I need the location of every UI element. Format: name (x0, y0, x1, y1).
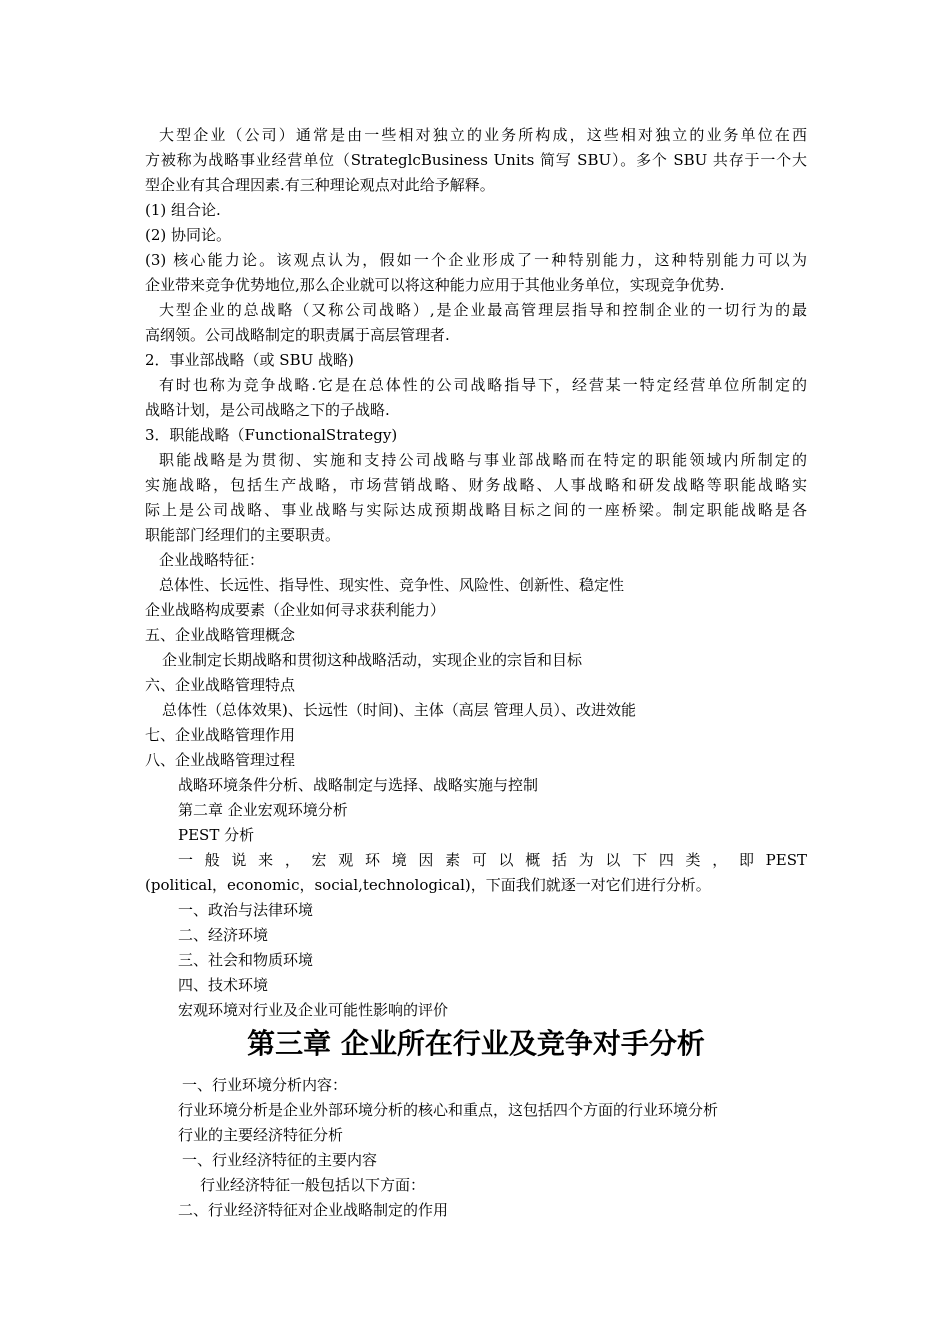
paragraph-line: 行业经济特征一般包括以下方面： (200, 1176, 426, 1194)
section-heading: 七、企业战略管理作用 (145, 726, 296, 744)
list-item: 三、社会和物质环境 (178, 951, 314, 969)
paragraph-line: 行业环境分析是企业外部环境分析的核心和重点，这包括四个方面的行业环境分析 (178, 1101, 719, 1119)
paragraph-line: 企业战略特征： (159, 551, 265, 569)
paragraph-line: 宏观环境对行业及企业可能性影响的评价 (178, 1001, 449, 1019)
paragraph-line: 大型企业的总战略（又称公司战略）,是企业最高管理层指导和控制企业的一切行为的最 (159, 301, 807, 319)
section-heading: 一、行业经济特征的主要内容 (182, 1151, 378, 1169)
section-heading: 2．事业部战略（或 SBU 战略) (145, 351, 354, 369)
list-item: 四、技术环境 (178, 976, 269, 994)
paragraph-line: PEST 分析 (178, 826, 255, 844)
section-heading: 二、行业经济特征对企业战略制定的作用 (178, 1201, 449, 1219)
paragraph-line: 战略环境条件分析、战略制定与选择、战略实施与控制 (178, 776, 539, 794)
list-item: (3) 核心能力论。该观点认为，假如一个企业形成了一种特别能力，这种特别能力可以为 (145, 251, 807, 269)
paragraph-line: 有时也称为竞争战略.它是在总体性的公司战略指导下，经营某一特定经营单位所制定的 (159, 376, 807, 394)
section-heading: 六、企业战略管理特点 (145, 676, 296, 694)
chapter-title: 第三章 企业所在行业及竞争对手分析 (247, 1027, 705, 1060)
paragraph-line: 企业战略构成要素（企业如何寻求获利能力） (145, 601, 446, 619)
section-heading: 八、企业战略管理过程 (145, 751, 296, 769)
list-item: (2) 协同论。 (145, 226, 232, 244)
chapter-line: 第二章 企业宏观环境分析 (178, 801, 348, 819)
paragraph-line: 型企业有其合理因素.有三种理论观点对此给予解释。 (145, 176, 495, 194)
paragraph-line: 高纲领。公司战略制定的职责属于高层管理者. (145, 326, 450, 344)
paragraph-line: 战略计划，是公司战略之下的子战略. (145, 401, 390, 419)
paragraph-line: 企业带来竞争优势地位,那么企业就可以将这种能力应用于其他业务单位，实现竞争优势. (145, 276, 725, 294)
list-item: 一、政治与法律环境 (178, 901, 314, 919)
section-heading: 一、行业环境分析内容： (182, 1076, 348, 1094)
paragraph-line: 总体性、长远性、指导性、现实性、竞争性、风险性、创新性、稳定性 (159, 576, 625, 594)
paragraph-line: 总体性（总体效果)、长远性（时间)、主体（高层 管理人员）、改进效能 (162, 701, 636, 719)
paragraph-line: 方被称为战略事业经营单位（StrateglcBusiness Units 简写 SBU）。多个 SBU 共存于一个大 (145, 151, 807, 169)
paragraph-line: 企业制定长期战略和贯彻这种战略活动，实现企业的宗旨和目标 (162, 651, 583, 669)
paragraph-line: 行业的主要经济特征分析 (178, 1126, 344, 1144)
list-item: (1) 组合论. (145, 201, 221, 219)
list-item: 二、经济环境 (178, 926, 269, 944)
paragraph-line: 职能部门经理们的主要职责。 (145, 526, 341, 544)
section-heading: 五、企业战略管理概念 (145, 626, 296, 644)
paragraph-line: 一 般 说 来 ， 宏 观 环 境 因 素 可 以 概 括 为 以 下 四 类 ， 即 PEST (178, 851, 807, 869)
section-heading: 3．职能战略（FunctionalStrategy) (145, 426, 398, 444)
paragraph-line: 大型企业（公司）通常是由一些相对独立的业务所构成，这些相对独立的业务单位在西 (159, 126, 807, 144)
paragraph-line: 实施战略，包括生产战略，市场营销战略、财务战略、人事战略和研发战略等职能战略实 (145, 476, 807, 494)
paragraph-line: 际上是公司战略、事业战略与实际达成预期战略目标之间的一座桥梁。制定职能战略是各 (145, 501, 807, 519)
paragraph-line: (political，economic，social,technological)，下面我们就逐一对它们进行分析。 (145, 876, 711, 894)
paragraph-line: 职能战略是为贯彻、实施和支持公司战略与事业部战略而在特定的职能领域内所制定的 (159, 451, 807, 469)
